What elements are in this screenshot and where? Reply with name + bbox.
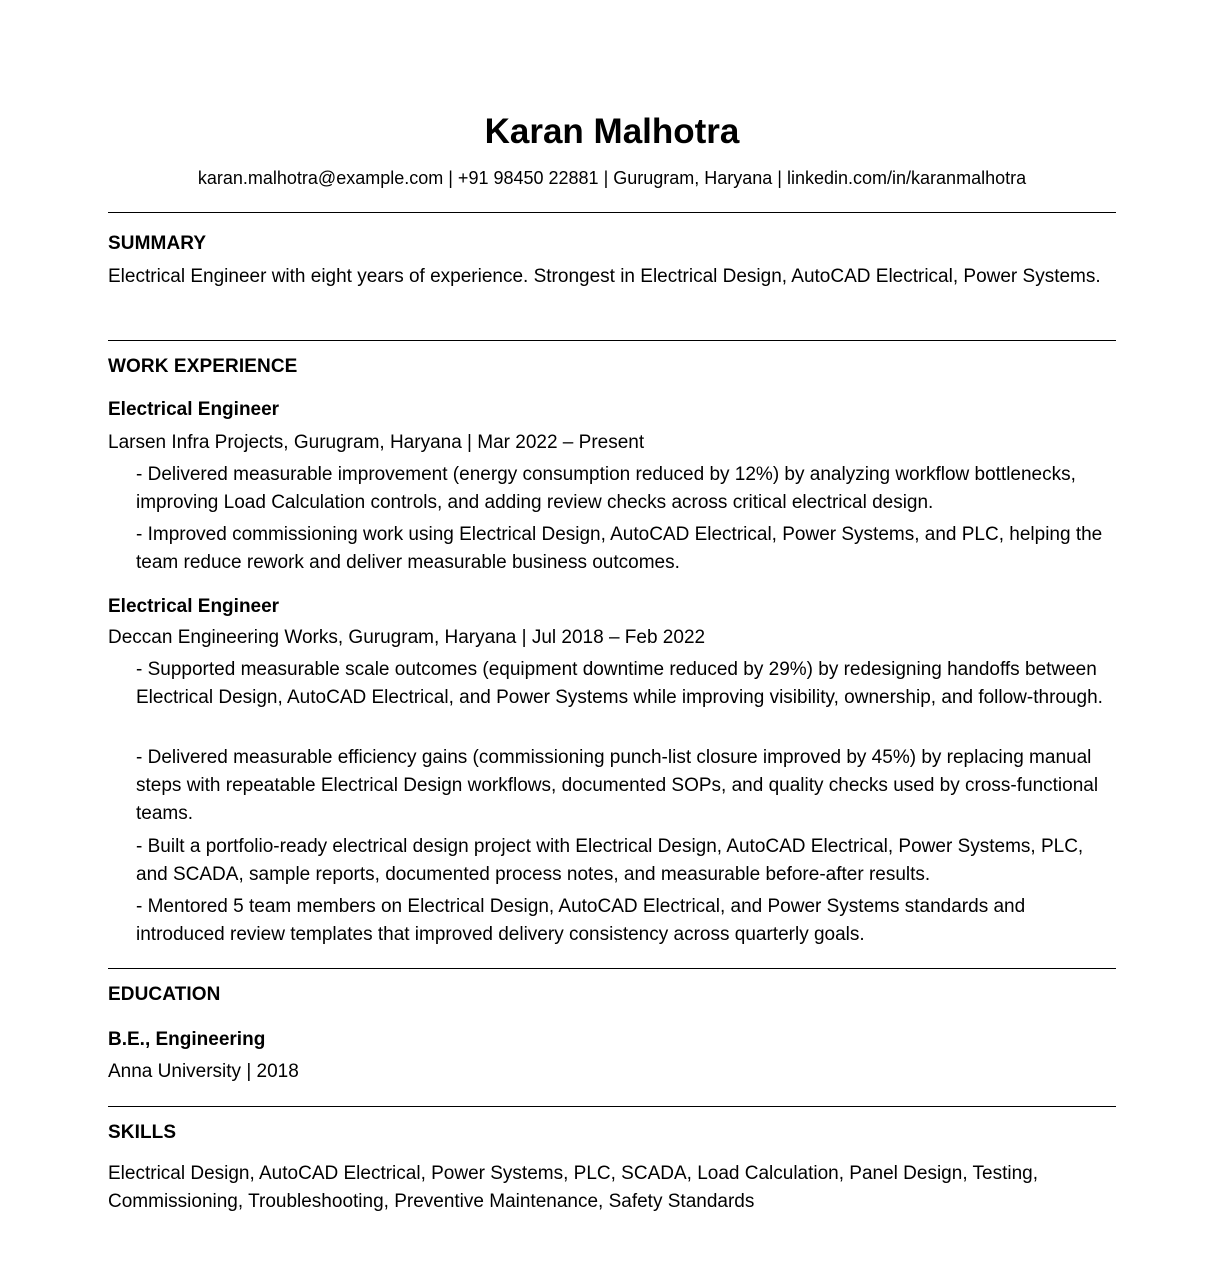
candidate-name: Karan Malhotra [484, 112, 740, 151]
education-meta: Anna University | 2018 [108, 1061, 299, 1082]
skills-heading: SKILLS [108, 1122, 177, 1143]
job-bullet: - Mentored 5 team members on Electrical Design, AutoCAD Electrical, and Power Systems standards and introduced review templates that improved delivery consistency across quarterly goals. [136, 896, 1026, 945]
job-bullet: - Delivered measurable efficiency gains (commissioning punch-list closure improved by 45%) by replacing manual steps with repeatable Electrical Design workflows, documented SOPs, and quality checks used by cross-functional teams. [136, 747, 1099, 824]
education-degree: B.E., Engineering [108, 1029, 266, 1050]
education-heading: EDUCATION [108, 984, 221, 1005]
summary-text: Electrical Engineer with eight years of experience. Strongest in Electrical Design, AutoCAD Electrical, Power Systems. [108, 266, 1101, 287]
divider [108, 968, 1116, 969]
job-title: Electrical Engineer [108, 399, 280, 420]
divider [108, 1106, 1116, 1107]
job-meta: Deccan Engineering Works, Gurugram, Haryana | Jul 2018 – Feb 2022 [108, 627, 706, 648]
summary-heading: SUMMARY [108, 233, 207, 254]
divider [108, 212, 1116, 213]
experience-heading: WORK EXPERIENCE [108, 356, 298, 377]
skills-text: Electrical Design, AutoCAD Electrical, Power Systems, PLC, SCADA, Load Calculation, Panel Design, Testing, Commissioning, Troubleshooting, Preventive Maintenance, Safety Standards [108, 1163, 1039, 1212]
job-bullet: - Supported measurable scale outcomes (equipment downtime reduced by 29%) by redesigning handoffs between Electrical Design, AutoCAD Electrical, and Power Systems while improving visibility, ownership, and follow-through. [136, 659, 1103, 708]
divider [108, 340, 1116, 341]
job-bullet: - Built a portfolio-ready electrical design project with Electrical Design, AutoCAD Electrical, Power Systems, PLC, and SCADA, sample reports, documented process notes, and measurable before-after results. [136, 836, 1084, 885]
job-bullet: - Delivered measurable improvement (energy consumption reduced by 12%) by analyzing workflow bottlenecks, improving Load Calculation controls, and adding review checks across critical electrical design. [136, 464, 1076, 513]
job-meta: Larsen Infra Projects, Gurugram, Haryana | Mar 2022 – Present [108, 432, 645, 453]
job-title: Electrical Engineer [108, 596, 280, 617]
job-bullet: - Improved commissioning work using Electrical Design, AutoCAD Electrical, Power Systems, and PLC, helping the team reduce rework and deliver measurable business outcomes. [136, 524, 1103, 573]
contact-line: karan.malhotra@example.com | +91 98450 22881 | Gurugram, Haryana | linkedin.com/in/karanmalhotra [197, 168, 1027, 188]
